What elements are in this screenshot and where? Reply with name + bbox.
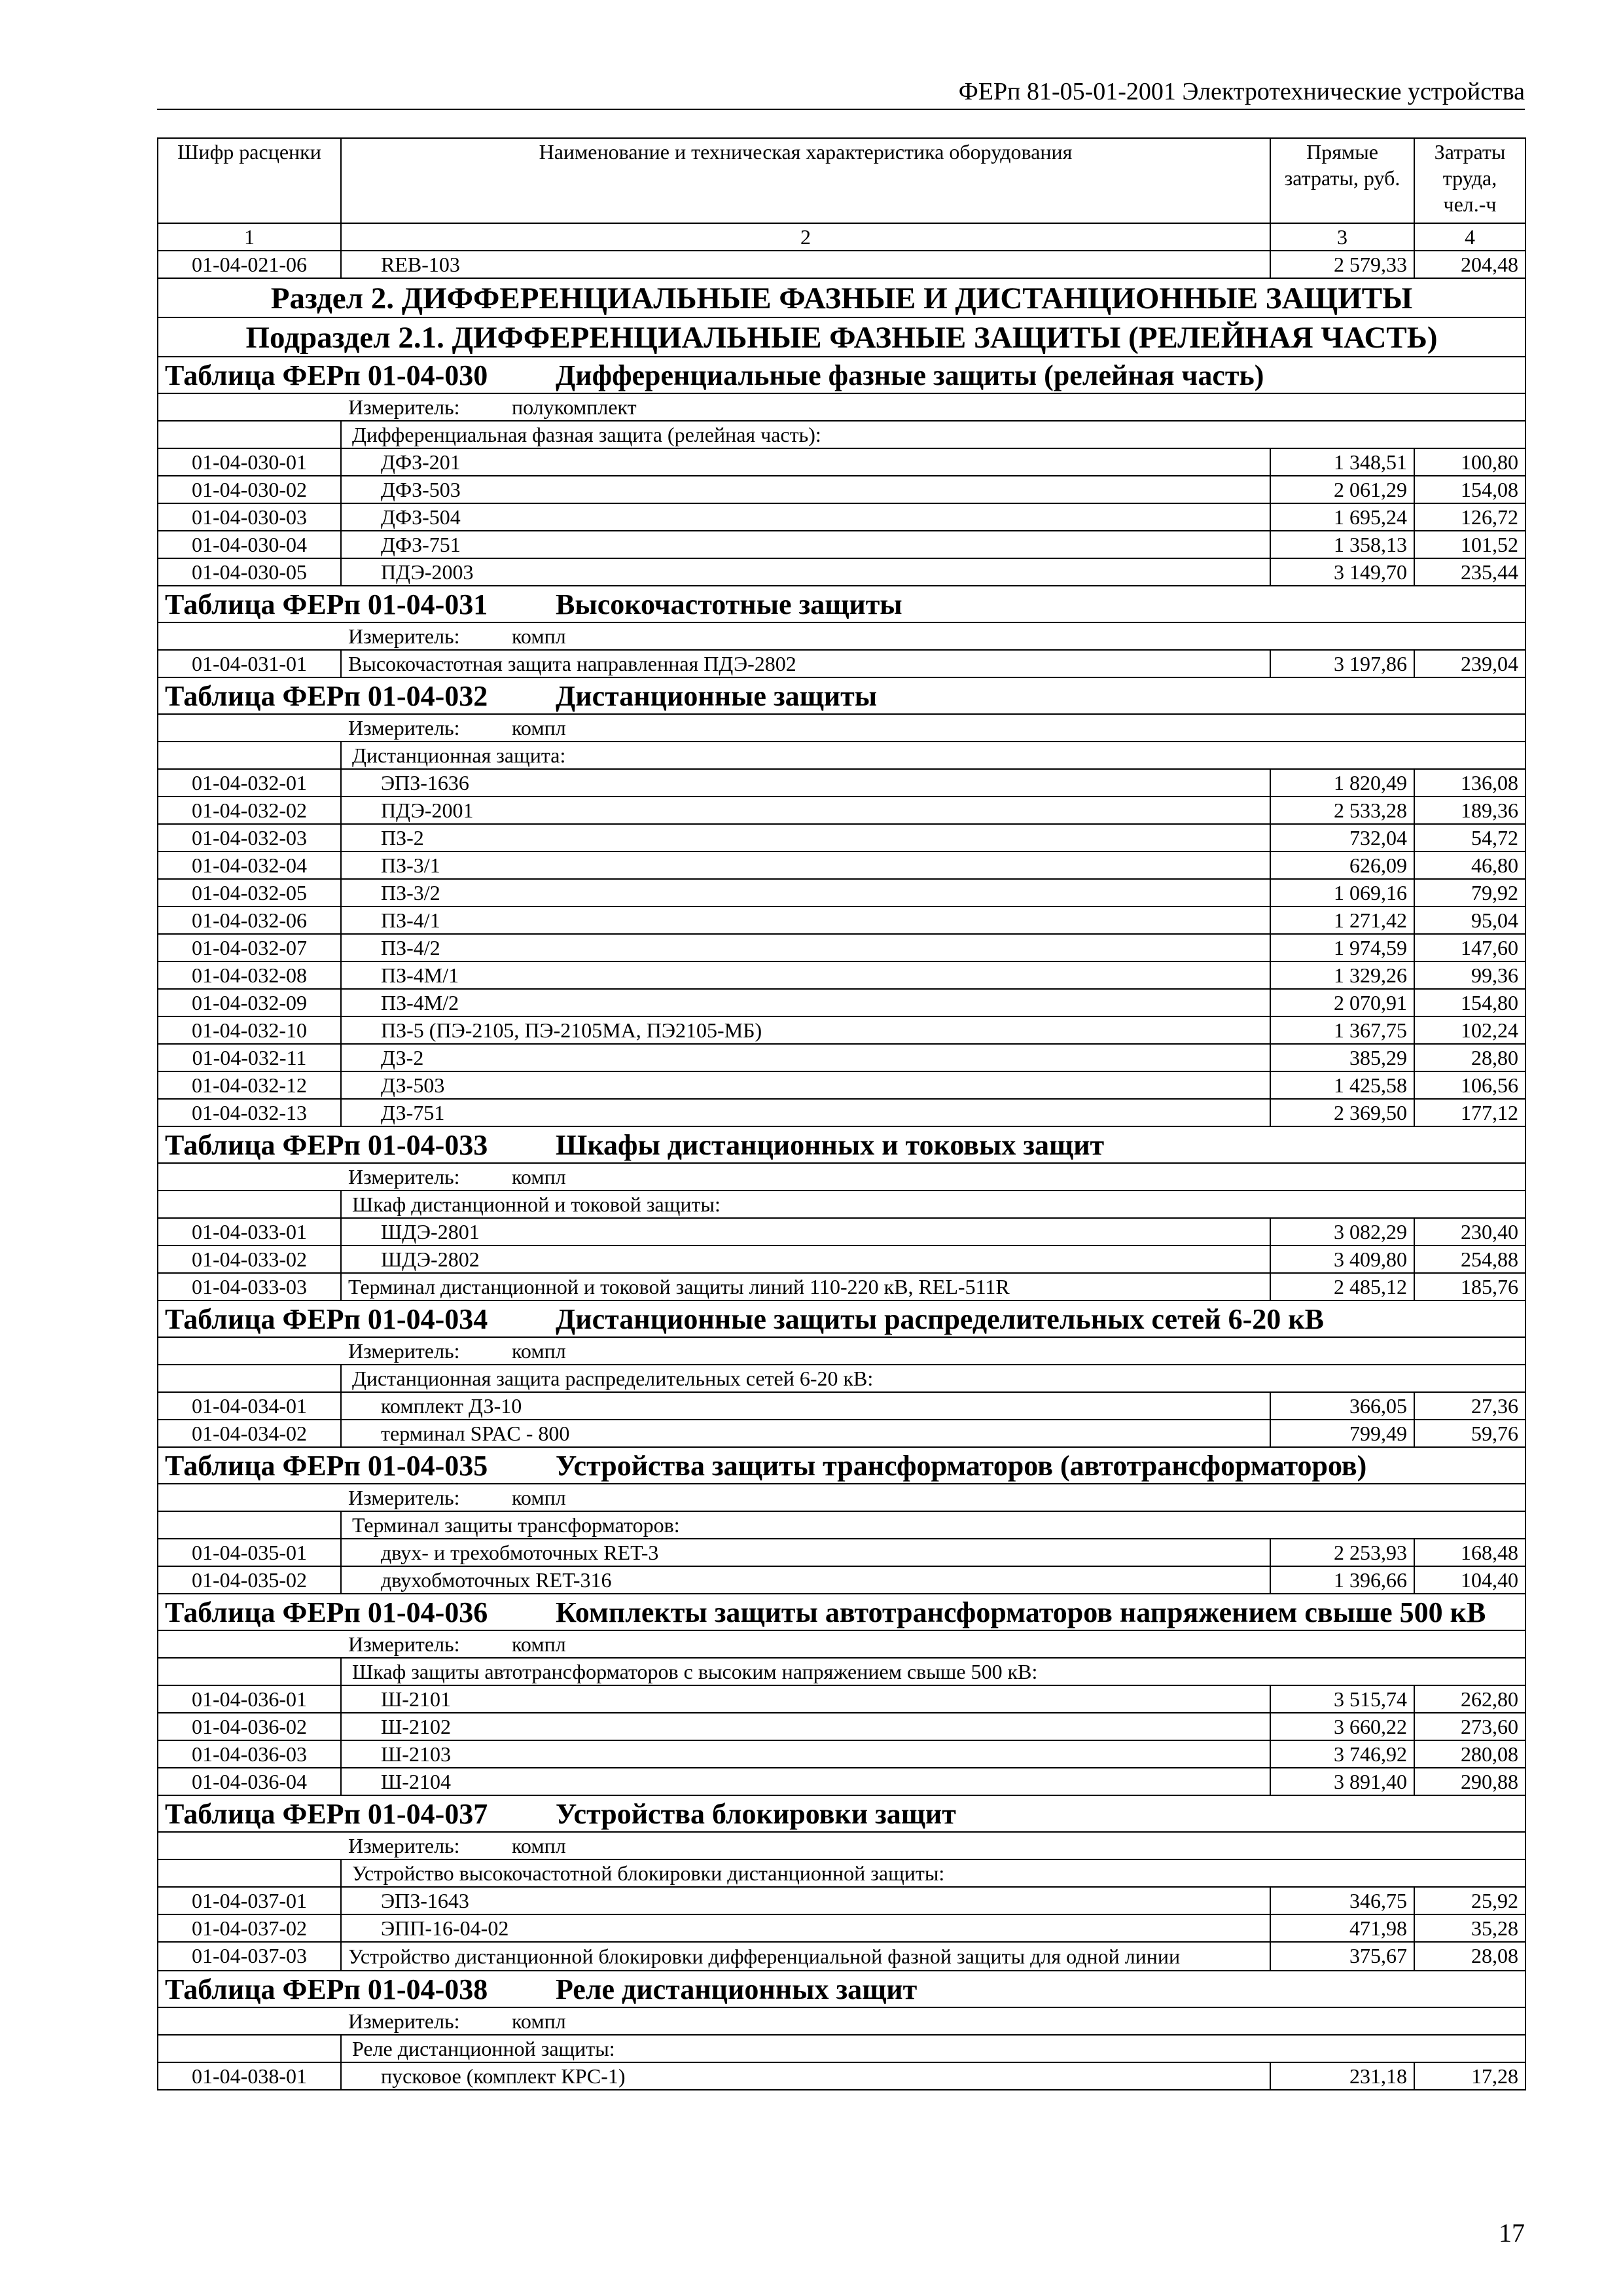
direct-cost: 3 891,40: [1270, 1768, 1414, 1795]
table-number: Таблица ФЕРп 01-04-038: [165, 1973, 488, 2005]
item-name: ДФЗ-504: [341, 503, 1270, 531]
direct-cost: 626,09: [1270, 852, 1414, 879]
direct-cost: 1 069,16: [1270, 879, 1414, 906]
labor-cost: 35,28: [1414, 1914, 1525, 1942]
table-row: [158, 1887, 1525, 1914]
table-row: [158, 448, 1525, 476]
item-name: ПЗ-4/2: [341, 934, 1270, 961]
labor-cost: 147,60: [1414, 934, 1525, 961]
column-number: 4: [1414, 223, 1525, 251]
direct-cost: 3 746,92: [1270, 1740, 1414, 1768]
rate-code: 01-04-021-06: [158, 251, 341, 278]
section-row: [158, 278, 1525, 317]
document-title: ФЕРп 81-05-01-2001 Электротехнические устройства: [958, 78, 1525, 105]
meter-cell: [158, 1484, 1525, 1511]
meter-unit: компл: [512, 1486, 566, 1509]
group-row: [158, 1859, 1525, 1887]
item-name: двухобмоточных RET-316: [341, 1566, 1270, 1594]
table-number: Таблица ФЕРп 01-04-031: [165, 588, 488, 620]
group-title: Устройство высокочастотной блокировки дистанционной защиты:: [341, 1859, 1525, 1887]
labor-cost: 177,12: [1414, 1099, 1525, 1126]
meter-label: Измеритель:: [348, 1165, 460, 1189]
labor-cost: 230,40: [1414, 1218, 1525, 1246]
labor-cost: 126,72: [1414, 503, 1525, 531]
item-name: Ш-2104: [341, 1768, 1270, 1795]
item-name: ПЗ-5 (ПЭ-2105, ПЭ-2105МА, ПЭ2105-МБ): [341, 1016, 1270, 1044]
rate-code: 01-04-033-03: [158, 1273, 341, 1300]
subsection-title: Подраздел 2.1. ДИФФЕРЕНЦИАЛЬНЫЕ ФАЗНЫЕ ЗАЩИТЫ (РЕЛЕЙНАЯ ЧАСТЬ): [158, 317, 1525, 357]
table-title: [158, 1126, 1525, 1163]
table-row: [158, 961, 1525, 989]
direct-cost: 3 515,74: [1270, 1685, 1414, 1713]
direct-cost: 2 533,28: [1270, 797, 1414, 824]
direct-cost: 385,29: [1270, 1044, 1414, 1071]
meter-unit: компл: [512, 1165, 566, 1189]
table-caption: Реле дистанционных защит: [556, 1973, 918, 2005]
column-header-name: Наименование и техническая характеристика оборудования: [341, 138, 1270, 223]
direct-cost: 2 485,12: [1270, 1273, 1414, 1300]
table-title-row: [158, 1447, 1525, 1484]
group-title: Дистанционная защита распределительных сетей 6-20 кВ:: [341, 1365, 1525, 1392]
table-row: [158, 650, 1525, 677]
direct-cost: 1 271,42: [1270, 906, 1414, 934]
item-name: Высокочастотная защита направленная ПДЭ-2802: [341, 650, 1270, 677]
table-title: [158, 357, 1525, 393]
direct-cost: 732,04: [1270, 824, 1414, 852]
item-name: ПЗ-4М/1: [341, 961, 1270, 989]
table-number: Таблица ФЕРп 01-04-036: [165, 1596, 488, 1628]
meter-cell: [158, 622, 1525, 650]
table-number: Таблица ФЕРп 01-04-030: [165, 359, 488, 391]
meter-unit: полукомплект: [512, 395, 637, 419]
table-title-row: [158, 586, 1525, 622]
labor-cost: 262,80: [1414, 1685, 1525, 1713]
item-name: ЭПЗ-1636: [341, 769, 1270, 797]
labor-cost: 100,80: [1414, 448, 1525, 476]
table-row: [158, 769, 1525, 797]
table-row: [158, 2062, 1525, 2090]
direct-cost: 3 082,29: [1270, 1218, 1414, 1246]
table-number: Таблица ФЕРп 01-04-035: [165, 1450, 488, 1482]
item-name: Ш-2101: [341, 1685, 1270, 1713]
empty-cell: [158, 1365, 341, 1392]
direct-cost: 1 329,26: [1270, 961, 1414, 989]
direct-cost: 1 425,58: [1270, 1071, 1414, 1099]
labor-cost: 185,76: [1414, 1273, 1525, 1300]
table-row: [158, 558, 1525, 586]
labor-cost: 59,76: [1414, 1420, 1525, 1447]
table-caption: Высокочастотные защиты: [556, 588, 902, 620]
meter-row: [158, 1163, 1525, 1191]
group-title: Терминал защиты трансформаторов:: [341, 1511, 1525, 1539]
labor-cost: 17,28: [1414, 2062, 1525, 2090]
column-header-row: [158, 138, 1525, 223]
group-title: Дифференциальная фазная защита (релейная часть):: [341, 421, 1525, 448]
direct-cost: 1 348,51: [1270, 448, 1414, 476]
table-number: Таблица ФЕРп 01-04-034: [165, 1303, 488, 1335]
labor-cost: 25,92: [1414, 1887, 1525, 1914]
item-name: ДЗ-751: [341, 1099, 1270, 1126]
column-header-code: Шифр расценки: [158, 138, 341, 223]
labor-cost: 273,60: [1414, 1713, 1525, 1740]
table-row: [158, 1273, 1525, 1300]
meter-cell: [158, 1630, 1525, 1658]
meter-label: Измеритель:: [348, 1486, 460, 1509]
item-name: терминал SPAC - 800: [341, 1420, 1270, 1447]
direct-cost: 1 358,13: [1270, 531, 1414, 558]
group-row: [158, 742, 1525, 769]
direct-cost: 1 695,24: [1270, 503, 1414, 531]
group-title: Шкаф защиты автотрансформаторов с высоким напряжением свыше 500 кВ:: [341, 1658, 1525, 1685]
rate-code: 01-04-030-03: [158, 503, 341, 531]
group-row: [158, 2035, 1525, 2062]
table-row: [158, 1768, 1525, 1795]
empty-cell: [158, 2035, 341, 2062]
item-name: ДЗ-2: [341, 1044, 1270, 1071]
table-row: [158, 531, 1525, 558]
group-title: Реле дистанционной защиты:: [341, 2035, 1525, 2062]
direct-cost: 3 197,86: [1270, 650, 1414, 677]
table-row: [158, 797, 1525, 824]
item-name: двух- и трехобмоточных RET-3: [341, 1539, 1270, 1566]
direct-cost: 231,18: [1270, 2062, 1414, 2090]
meter-unit: компл: [512, 1339, 566, 1363]
rate-code: 01-04-032-01: [158, 769, 341, 797]
meter-row: [158, 1832, 1525, 1859]
table-number: Таблица ФЕРп 01-04-033: [165, 1129, 488, 1161]
empty-cell: [158, 421, 341, 448]
direct-cost: 2 061,29: [1270, 476, 1414, 503]
meter-cell: [158, 1163, 1525, 1191]
rate-code: 01-04-033-01: [158, 1218, 341, 1246]
empty-cell: [158, 1191, 341, 1218]
meter-unit: компл: [512, 1834, 566, 1857]
meter-unit: компл: [512, 1632, 566, 1656]
group-row: [158, 1191, 1525, 1218]
table-row: [158, 1539, 1525, 1566]
item-name: ДФЗ-201: [341, 448, 1270, 476]
meter-unit: компл: [512, 2009, 566, 2033]
rate-code: 01-04-037-01: [158, 1887, 341, 1914]
rate-code: 01-04-032-12: [158, 1071, 341, 1099]
column-number: 2: [341, 223, 1270, 251]
item-name: ЭПЗ-1643: [341, 1887, 1270, 1914]
item-name: ПДЭ-2001: [341, 797, 1270, 824]
rate-code: 01-04-032-05: [158, 879, 341, 906]
item-name: REB-103: [341, 251, 1270, 278]
table-row: [158, 1044, 1525, 1071]
item-name: ДФЗ-503: [341, 476, 1270, 503]
table-row: [158, 1713, 1525, 1740]
rate-code: 01-04-030-01: [158, 448, 341, 476]
labor-cost: 136,08: [1414, 769, 1525, 797]
labor-cost: 290,88: [1414, 1768, 1525, 1795]
rate-code: 01-04-032-08: [158, 961, 341, 989]
rate-code: 01-04-036-04: [158, 1768, 341, 1795]
meter-unit: компл: [512, 624, 566, 648]
table-caption: Дистанционные защиты распределительных сетей 6-20 кВ: [556, 1303, 1324, 1335]
labor-cost: 104,40: [1414, 1566, 1525, 1594]
table-title-row: [158, 357, 1525, 393]
meter-row: [158, 393, 1525, 421]
labor-cost: 28,08: [1414, 1942, 1525, 1971]
table-title: [158, 1971, 1525, 2007]
item-name: ШДЭ-2802: [341, 1246, 1270, 1273]
meter-label: Измеритель:: [348, 395, 460, 419]
rate-code: 01-04-038-01: [158, 2062, 341, 2090]
rate-code: 01-04-034-02: [158, 1420, 341, 1447]
direct-cost: 799,49: [1270, 1420, 1414, 1447]
table-caption: Устройства блокировки защит: [556, 1798, 956, 1830]
item-name: ШДЭ-2801: [341, 1218, 1270, 1246]
table-row: [158, 503, 1525, 531]
labor-cost: 154,80: [1414, 989, 1525, 1016]
table-caption: Дистанционные защиты: [556, 680, 878, 712]
direct-cost: 366,05: [1270, 1392, 1414, 1420]
item-name: ПЗ-3/1: [341, 852, 1270, 879]
column-number-row: [158, 223, 1525, 251]
table-row: [158, 824, 1525, 852]
meter-row: [158, 2007, 1525, 2035]
table-row: [158, 1246, 1525, 1273]
rate-code: 01-04-036-02: [158, 1713, 341, 1740]
item-name: пусковое (комплект КРС-1): [341, 2062, 1270, 2090]
item-name: комплект ДЗ-10: [341, 1392, 1270, 1420]
rate-code: 01-04-036-01: [158, 1685, 341, 1713]
meter-cell: [158, 714, 1525, 742]
direct-cost: 1 820,49: [1270, 769, 1414, 797]
table-title-row: [158, 1594, 1525, 1630]
table-title-row: [158, 1795, 1525, 1832]
labor-cost: 28,80: [1414, 1044, 1525, 1071]
table-row: [158, 476, 1525, 503]
group-row: [158, 421, 1525, 448]
item-name: ДФЗ-751: [341, 531, 1270, 558]
meter-row: [158, 714, 1525, 742]
table-caption: Шкафы дистанционных и токовых защит: [556, 1129, 1105, 1161]
table-row: [158, 1740, 1525, 1768]
empty-cell: [158, 1859, 341, 1887]
rate-code: 01-04-032-04: [158, 852, 341, 879]
item-name: Ш-2103: [341, 1740, 1270, 1768]
labor-cost: 99,36: [1414, 961, 1525, 989]
labor-cost: 102,24: [1414, 1016, 1525, 1044]
meter-label: Измеритель:: [348, 624, 460, 648]
item-name: ЭПП-16-04-02: [341, 1914, 1270, 1942]
direct-cost: 3 409,80: [1270, 1246, 1414, 1273]
rate-code: 01-04-035-01: [158, 1539, 341, 1566]
rate-code: 01-04-030-02: [158, 476, 341, 503]
rate-code: 01-04-032-09: [158, 989, 341, 1016]
labor-cost: 189,36: [1414, 797, 1525, 824]
labor-cost: 239,04: [1414, 650, 1525, 677]
table-row: [158, 1942, 1525, 1971]
table-row: [158, 879, 1525, 906]
table-row: [158, 1685, 1525, 1713]
rate-code: 01-04-032-10: [158, 1016, 341, 1044]
group-row: [158, 1365, 1525, 1392]
table-row: [158, 1392, 1525, 1420]
direct-cost: 1 367,75: [1270, 1016, 1414, 1044]
meter-label: Измеритель:: [348, 2009, 460, 2033]
group-row: [158, 1658, 1525, 1685]
rate-code: 01-04-034-01: [158, 1392, 341, 1420]
table-title: [158, 677, 1525, 714]
direct-cost: 375,67: [1270, 1942, 1414, 1971]
table-row: [158, 1420, 1525, 1447]
direct-cost: 3 149,70: [1270, 558, 1414, 586]
table-row: [158, 251, 1525, 278]
rate-code: 01-04-032-07: [158, 934, 341, 961]
table-row: [158, 1099, 1525, 1126]
table-title: [158, 1300, 1525, 1337]
meter-row: [158, 1630, 1525, 1658]
direct-cost: 1 974,59: [1270, 934, 1414, 961]
group-row: [158, 1511, 1525, 1539]
empty-cell: [158, 1511, 341, 1539]
table-body: [158, 251, 1525, 2090]
direct-cost: 471,98: [1270, 1914, 1414, 1942]
direct-cost: 1 396,66: [1270, 1566, 1414, 1594]
section-title: Раздел 2. ДИФФЕРЕНЦИАЛЬНЫЕ ФАЗНЫЕ И ДИСТАНЦИОННЫЕ ЗАЩИТЫ: [158, 278, 1525, 317]
table-row: [158, 1566, 1525, 1594]
meter-cell: [158, 2007, 1525, 2035]
labor-cost: 280,08: [1414, 1740, 1525, 1768]
table-row: [158, 989, 1525, 1016]
direct-cost: 346,75: [1270, 1887, 1414, 1914]
empty-cell: [158, 1658, 341, 1685]
page-number: 17: [1499, 2218, 1525, 2248]
table-caption: Дифференциальные фазные защиты (релейная часть): [556, 359, 1264, 391]
direct-cost: 2 070,91: [1270, 989, 1414, 1016]
table-caption: Комплекты защиты автотрансформаторов напряжением свыше 500 кВ: [556, 1596, 1486, 1628]
direct-cost: 2 369,50: [1270, 1099, 1414, 1126]
column-header-cost: Прямые затраты, руб.: [1270, 138, 1414, 223]
labor-cost: 106,56: [1414, 1071, 1525, 1099]
rate-code: 01-04-036-03: [158, 1740, 341, 1768]
meter-row: [158, 622, 1525, 650]
meter-cell: [158, 1337, 1525, 1365]
rate-code: 01-04-030-04: [158, 531, 341, 558]
table-title: [158, 1447, 1525, 1484]
column-number: 3: [1270, 223, 1414, 251]
meter-row: [158, 1337, 1525, 1365]
page-header: [157, 76, 1525, 110]
table-title: [158, 1594, 1525, 1630]
item-name: ПЗ-4/1: [341, 906, 1270, 934]
labor-cost: 154,08: [1414, 476, 1525, 503]
labor-cost: 235,44: [1414, 558, 1525, 586]
labor-cost: 95,04: [1414, 906, 1525, 934]
item-name: ДЗ-503: [341, 1071, 1270, 1099]
item-name: Терминал дистанционной и токовой защиты линий 110-220 кВ, REL-511R: [341, 1273, 1270, 1300]
meter-label: Измеритель:: [348, 1632, 460, 1656]
direct-cost: 3 660,22: [1270, 1713, 1414, 1740]
table-row: [158, 1016, 1525, 1044]
rates-table: [157, 137, 1526, 2090]
column-number: 1: [158, 223, 341, 251]
subsection-row: [158, 317, 1525, 357]
empty-cell: [158, 742, 341, 769]
table-row: [158, 1914, 1525, 1942]
meter-label: Измеритель:: [348, 1834, 460, 1857]
meter-cell: [158, 1832, 1525, 1859]
rate-code: 01-04-030-05: [158, 558, 341, 586]
table-title-row: [158, 1971, 1525, 2007]
rate-code: 01-04-037-02: [158, 1914, 341, 1942]
labor-cost: 254,88: [1414, 1246, 1525, 1273]
table-title-row: [158, 1300, 1525, 1337]
labor-cost: 101,52: [1414, 531, 1525, 558]
item-name: ПЗ-3/2: [341, 879, 1270, 906]
group-title: Дистанционная защита:: [341, 742, 1525, 769]
rate-code: 01-04-032-11: [158, 1044, 341, 1071]
labor-cost: 46,80: [1414, 852, 1525, 879]
direct-cost: 2 253,93: [1270, 1539, 1414, 1566]
meter-unit: компл: [512, 716, 566, 740]
item-name: ПЗ-2: [341, 824, 1270, 852]
rate-code: 01-04-032-03: [158, 824, 341, 852]
table-title-row: [158, 677, 1525, 714]
table-row: [158, 906, 1525, 934]
table-number: Таблица ФЕРп 01-04-032: [165, 680, 488, 712]
labor-cost: 168,48: [1414, 1539, 1525, 1566]
item-name: Устройство дистанционной блокировки дифференциальной фазной защиты для одной линии: [341, 1942, 1270, 1971]
rate-code: 01-04-032-06: [158, 906, 341, 934]
table-row: [158, 852, 1525, 879]
group-title: Шкаф дистанционной и токовой защиты:: [341, 1191, 1525, 1218]
rate-code: 01-04-035-02: [158, 1566, 341, 1594]
item-name: ПДЭ-2003: [341, 558, 1270, 586]
rate-code: 01-04-032-13: [158, 1099, 341, 1126]
labor-cost: 54,72: [1414, 824, 1525, 852]
direct-cost: 2 579,33: [1270, 251, 1414, 278]
item-name: Ш-2102: [341, 1713, 1270, 1740]
rate-code: 01-04-032-02: [158, 797, 341, 824]
table-row: [158, 934, 1525, 961]
table-caption: Устройства защиты трансформаторов (автотрансформаторов): [556, 1450, 1367, 1482]
table-row: [158, 1071, 1525, 1099]
rate-code: 01-04-031-01: [158, 650, 341, 677]
table-row: [158, 1218, 1525, 1246]
rate-code: 01-04-037-03: [158, 1942, 341, 1971]
labor-cost: 79,92: [1414, 879, 1525, 906]
column-header-labor: Затраты труда, чел.-ч: [1414, 138, 1525, 223]
table-title: [158, 586, 1525, 622]
rate-code: 01-04-033-02: [158, 1246, 341, 1273]
labor-cost: 27,36: [1414, 1392, 1525, 1420]
table-title: [158, 1795, 1525, 1832]
item-name: ПЗ-4М/2: [341, 989, 1270, 1016]
meter-row: [158, 1484, 1525, 1511]
table-title-row: [158, 1126, 1525, 1163]
table-number: Таблица ФЕРп 01-04-037: [165, 1798, 488, 1830]
meter-cell: [158, 393, 1525, 421]
labor-cost: 204,48: [1414, 251, 1525, 278]
meter-label: Измеритель:: [348, 716, 460, 740]
meter-label: Измеритель:: [348, 1339, 460, 1363]
